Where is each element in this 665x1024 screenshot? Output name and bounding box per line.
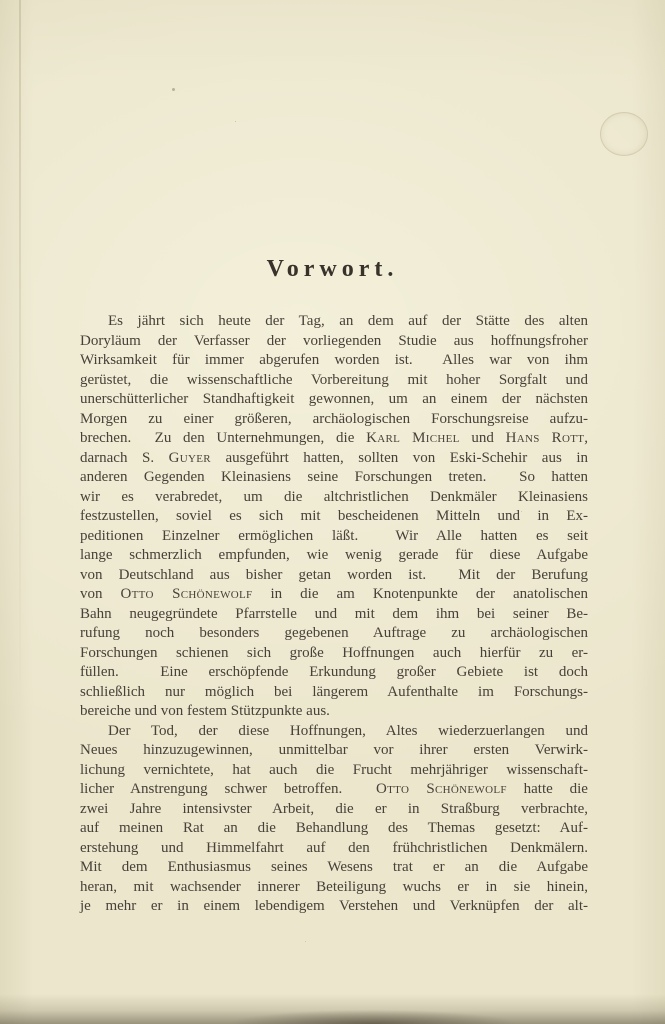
- text-line: [80, 644, 588, 664]
- text-line: [80, 312, 588, 332]
- text-segment: in die am Knotenpunkte der anatolischen: [252, 586, 588, 602]
- text-line: [80, 390, 588, 410]
- text-segment: brechen. Zu den Unternehmungen, die: [80, 430, 367, 446]
- person-name: Karl Michel: [366, 430, 460, 446]
- text-segment: licher Anstrengung schwer betroffen.: [80, 781, 377, 797]
- text-segment: wir es verabredet, um die altchristlichen Denkmäler Kleinasiens: [80, 488, 588, 505]
- text-line: [80, 722, 588, 742]
- text-line: [80, 800, 588, 820]
- text-segment: lange schmerzlich empfunden, wie wenig gerade für diese Aufgabe: [80, 547, 588, 563]
- text-line: [80, 741, 588, 761]
- text-line: [80, 819, 588, 839]
- text-line: [80, 527, 588, 547]
- text-segment: darnach S.: [80, 449, 169, 466]
- text-line: [80, 371, 588, 391]
- text-line: [80, 429, 588, 449]
- text-segment: auf meinen Rat an die Behandlung des Themas gesetzt: Auf-: [80, 820, 588, 836]
- text-segment: rufung noch besonders gegebenen Auftrage zu archäologischen: [80, 625, 588, 641]
- text-line: [80, 858, 588, 878]
- text-segment: erstehung und Himmelfahrt auf den frühchristlichen Denkmälern.: [80, 839, 588, 856]
- text-line: [80, 683, 588, 703]
- text-line: [80, 839, 588, 859]
- text-line: [80, 878, 588, 898]
- text-line: [80, 605, 588, 625]
- text-segment: je mehr er in einem lebendigem Verstehen und Verknüpfen der alt-: [80, 898, 588, 914]
- text-segment: festzustellen, soviel es sich mit bescheidenen Mitteln und in Ex-: [80, 508, 588, 524]
- text-line: [80, 780, 588, 800]
- text-segment: füllen. Eine erschöpfende Erkundung großer Gebiete ist doch: [80, 664, 588, 680]
- text-line: [80, 585, 588, 605]
- text-segment: bereiche und von festem Stützpunkte aus.: [80, 703, 330, 719]
- text-segment: Mit dem Enthusiasmus seines Wesens trat er an die Aufgabe: [80, 859, 588, 875]
- person-name: Guyer: [168, 449, 211, 466]
- person-name: Otto Schönewolf: [376, 781, 507, 797]
- text-segment: Morgen zu einer größeren, archäologischen Forschungsreise aufzu-: [80, 410, 588, 427]
- text-line: [80, 468, 588, 488]
- text-segment: Bahn neugegründete Pfarrstelle und mit dem ihm bei seiner Be-: [80, 605, 588, 622]
- text-line: [80, 488, 588, 508]
- text-segment: Der Tod, der diese Hoffnungen, Altes wiederzuerlangen und: [108, 722, 588, 739]
- text-line: [80, 566, 588, 586]
- person-name: Hans Rott: [505, 430, 585, 446]
- text-segment: gerüstet, die wissenschaftliche Vorbereitung mit hoher Sorgfalt und: [80, 371, 588, 388]
- text-line: [80, 897, 588, 917]
- text-segment: anderen Gegenden Kleinasiens seine Forschungen treten. So hatten: [80, 469, 588, 485]
- text-segment: und: [459, 430, 506, 446]
- text-line: [80, 663, 588, 683]
- text-segment: heran, mit wachsender innerer Beteiligung wuchs er in sie hinein,: [80, 878, 588, 895]
- text-segment: von: [80, 586, 121, 602]
- page-bottom-shadow: [0, 994, 665, 1024]
- page-title: Vorwort.: [266, 256, 399, 282]
- text-segment: lichung vernichtete, hat auch die Frucht mehrjähriger wissenschaft-: [80, 761, 588, 778]
- text-segment: Neues hinzuzugewinnen, unmittelbar vor ihrer ersten Verwirk-: [80, 742, 588, 758]
- text-segment: peditionen Einzelner ermöglichen läßt. Wir Alle hatten es seit: [80, 527, 588, 544]
- text-line: [80, 702, 588, 722]
- text-segment: Es jährt sich heute der Tag, an dem auf der Stätte des alten: [108, 313, 588, 329]
- text-line: [80, 761, 588, 781]
- text-line: [80, 410, 588, 430]
- text-segment: ,: [584, 430, 589, 446]
- text-segment: schließlich nur möglich bei längerem Aufenthalte im Forschungs-: [80, 683, 588, 700]
- text-line: [80, 546, 588, 566]
- text-line: [80, 507, 588, 527]
- text-segment: Wirksamkeit für immer abgerufen worden ist. Alles war von ihm: [80, 352, 588, 368]
- text-segment: ausgeführt hatten, sollten von Eski-Schehir aus in: [210, 449, 589, 466]
- paper-watermark: [600, 112, 648, 156]
- text-segment: Doryläum der Verfasser der vorliegenden Studie aus hoffnungsfroher: [80, 332, 588, 349]
- text-line: [80, 351, 588, 371]
- preface-text: [80, 312, 588, 917]
- text-segment: unerschütterlicher Standhaftigkeit gewonnen, um an einem der nächsten: [80, 391, 588, 407]
- text-line: [80, 332, 588, 352]
- person-name: Otto Schönewolf: [120, 586, 253, 602]
- text-segment: zwei Jahre intensivster Arbeit, die er in Straßburg verbrachte,: [80, 800, 588, 817]
- text-segment: Forschungen schienen sich große Hoffnungen auch hierfür zu er-: [80, 644, 588, 661]
- text-segment: von Deutschland aus bisher getan worden ist. Mit der Berufung: [80, 566, 588, 583]
- text-segment: hatte die: [506, 781, 588, 797]
- text-line: [80, 449, 588, 469]
- text-line: [80, 624, 588, 644]
- paper-crease: [19, 0, 21, 717]
